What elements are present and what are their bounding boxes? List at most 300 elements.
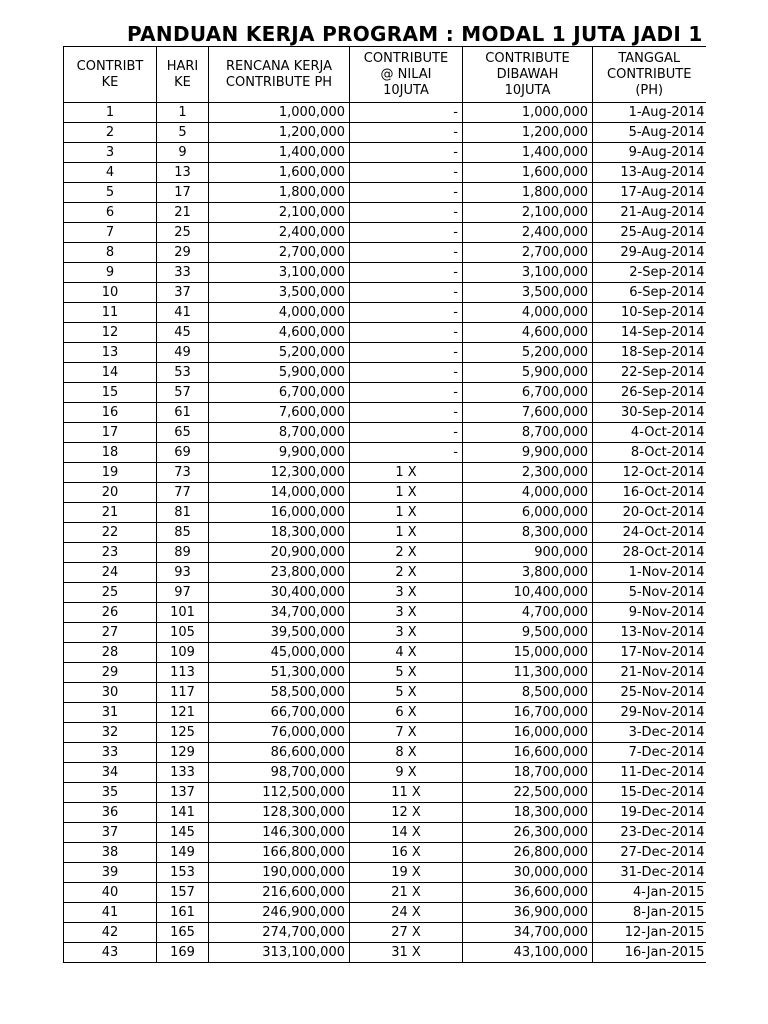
header-line: (PH) [635, 82, 664, 98]
cell-rencana-kerja: 14,000,000 [209, 483, 350, 503]
cell-contribute-dibawah: 16,600,000 [463, 743, 593, 763]
cell-rencana-kerja: 190,000,000 [209, 863, 350, 883]
page-title: PANDUAN KERJA PROGRAM : MODAL 1 JUTA JADI 1 [127, 22, 703, 46]
cell-rencana-kerja: 8,700,000 [209, 423, 350, 443]
cell-rencana-kerja: 39,500,000 [209, 623, 350, 643]
cell-contribute-dibawah: 9,900,000 [463, 443, 593, 463]
cell-tanggal: 5-Aug-2014 [593, 123, 706, 143]
cell-hari-ke: 149 [157, 843, 209, 863]
cell-contribute-ke: 29 [64, 663, 157, 683]
header-line: @ NILAI [380, 66, 432, 82]
cell-contribute-ke: 9 [64, 263, 157, 283]
cell-tanggal: 13-Nov-2014 [593, 623, 706, 643]
cell-hari-ke: 89 [157, 543, 209, 563]
cell-rencana-kerja: 1,400,000 [209, 143, 350, 163]
header-line: DIBAWAH [496, 66, 559, 82]
cell-contribute-ke: 5 [64, 183, 157, 203]
header-contribute-dibawah [463, 47, 593, 103]
cell-hari-ke: 145 [157, 823, 209, 843]
cell-contribute-dibawah: 3,800,000 [463, 563, 593, 583]
cell-contribute-ke: 38 [64, 843, 157, 863]
cell-rencana-kerja: 98,700,000 [209, 763, 350, 783]
cell-tanggal: 30-Sep-2014 [593, 403, 706, 423]
cell-contribute-ke: 3 [64, 143, 157, 163]
cell-hari-ke: 1 [157, 103, 209, 123]
cell-tanggal: 17-Aug-2014 [593, 183, 706, 203]
table-row [64, 463, 706, 483]
cell-contribute-ke: 37 [64, 823, 157, 843]
cell-contribute-dibawah: 6,700,000 [463, 383, 593, 403]
cell-hari-ke: 45 [157, 323, 209, 343]
contribution-schedule-table [63, 46, 706, 963]
table-row [64, 883, 706, 903]
header-line: KE [101, 74, 119, 90]
cell-rencana-kerja: 20,900,000 [209, 543, 350, 563]
cell-hari-ke: 169 [157, 943, 209, 963]
cell-contribute-ke: 6 [64, 203, 157, 223]
cell-contribute-ke: 42 [64, 923, 157, 943]
cell-contribute-nilai: 24 X [350, 903, 463, 923]
table-row [64, 363, 706, 383]
table-row [64, 543, 706, 563]
table-row [64, 343, 706, 363]
cell-contribute-ke: 13 [64, 343, 157, 363]
cell-hari-ke: 113 [157, 663, 209, 683]
cell-contribute-dibawah: 8,700,000 [463, 423, 593, 443]
cell-contribute-nilai: 3 X [350, 583, 463, 603]
cell-contribute-nilai: - [350, 303, 463, 323]
table-row [64, 663, 706, 683]
cell-tanggal: 7-Dec-2014 [593, 743, 706, 763]
cell-contribute-nilai: 1 X [350, 523, 463, 543]
cell-contribute-dibawah: 3,500,000 [463, 283, 593, 303]
table-row [64, 143, 706, 163]
cell-tanggal: 27-Dec-2014 [593, 843, 706, 863]
cell-tanggal: 25-Nov-2014 [593, 683, 706, 703]
cell-hari-ke: 41 [157, 303, 209, 323]
cell-hari-ke: 117 [157, 683, 209, 703]
table-row [64, 123, 706, 143]
cell-contribute-ke: 30 [64, 683, 157, 703]
cell-contribute-nilai: - [350, 323, 463, 343]
cell-contribute-ke: 17 [64, 423, 157, 443]
cell-contribute-dibawah: 3,100,000 [463, 263, 593, 283]
cell-contribute-dibawah: 18,700,000 [463, 763, 593, 783]
header-line: CONTRIBUTE [607, 66, 692, 82]
cell-contribute-nilai: 8 X [350, 743, 463, 763]
cell-contribute-dibawah: 5,900,000 [463, 363, 593, 383]
cell-hari-ke: 57 [157, 383, 209, 403]
cell-contribute-nilai: 16 X [350, 843, 463, 863]
table-body [64, 103, 706, 963]
cell-contribute-ke: 26 [64, 603, 157, 623]
table-header-row [64, 47, 706, 103]
cell-rencana-kerja: 23,800,000 [209, 563, 350, 583]
cell-contribute-dibawah: 2,400,000 [463, 223, 593, 243]
cell-tanggal: 29-Nov-2014 [593, 703, 706, 723]
cell-rencana-kerja: 18,300,000 [209, 523, 350, 543]
cell-hari-ke: 137 [157, 783, 209, 803]
cell-rencana-kerja: 6,700,000 [209, 383, 350, 403]
cell-contribute-dibawah: 8,300,000 [463, 523, 593, 543]
cell-contribute-dibawah: 4,000,000 [463, 303, 593, 323]
cell-contribute-dibawah: 16,000,000 [463, 723, 593, 743]
table-row [64, 903, 706, 923]
cell-tanggal: 6-Sep-2014 [593, 283, 706, 303]
cell-contribute-dibawah: 1,200,000 [463, 123, 593, 143]
cell-contribute-ke: 10 [64, 283, 157, 303]
cell-rencana-kerja: 16,000,000 [209, 503, 350, 523]
cell-tanggal: 16-Jan-2015 [593, 943, 706, 963]
table-row [64, 203, 706, 223]
cell-contribute-nilai: 3 X [350, 603, 463, 623]
table-row [64, 763, 706, 783]
table-row [64, 643, 706, 663]
header-line: TANGGAL [618, 50, 681, 66]
cell-tanggal: 9-Nov-2014 [593, 603, 706, 623]
cell-contribute-nilai: - [350, 163, 463, 183]
cell-contribute-dibawah: 4,600,000 [463, 323, 593, 343]
cell-contribute-nilai: 1 X [350, 483, 463, 503]
cell-contribute-nilai: 2 X [350, 543, 463, 563]
table-row [64, 503, 706, 523]
cell-tanggal: 5-Nov-2014 [593, 583, 706, 603]
cell-contribute-dibawah: 22,500,000 [463, 783, 593, 803]
cell-contribute-nilai: - [350, 143, 463, 163]
cell-hari-ke: 29 [157, 243, 209, 263]
cell-hari-ke: 13 [157, 163, 209, 183]
cell-tanggal: 1-Nov-2014 [593, 563, 706, 583]
cell-tanggal: 20-Oct-2014 [593, 503, 706, 523]
header-contribute-nilai [350, 47, 463, 103]
cell-contribute-dibawah: 1,000,000 [463, 103, 593, 123]
cell-rencana-kerja: 45,000,000 [209, 643, 350, 663]
cell-contribute-dibawah: 43,100,000 [463, 943, 593, 963]
header-line: HARI [166, 58, 199, 74]
cell-rencana-kerja: 9,900,000 [209, 443, 350, 463]
cell-contribute-nilai: 21 X [350, 883, 463, 903]
cell-contribute-ke: 1 [64, 103, 157, 123]
cell-contribute-ke: 43 [64, 943, 157, 963]
cell-rencana-kerja: 216,600,000 [209, 883, 350, 903]
cell-hari-ke: 165 [157, 923, 209, 943]
cell-contribute-nilai: 3 X [350, 623, 463, 643]
cell-contribute-ke: 25 [64, 583, 157, 603]
cell-contribute-ke: 39 [64, 863, 157, 883]
cell-contribute-nilai: 1 X [350, 503, 463, 523]
cell-hari-ke: 69 [157, 443, 209, 463]
cell-contribute-dibawah: 36,600,000 [463, 883, 593, 903]
cell-tanggal: 16-Oct-2014 [593, 483, 706, 503]
cell-tanggal: 21-Aug-2014 [593, 203, 706, 223]
table-row [64, 563, 706, 583]
cell-tanggal: 2-Sep-2014 [593, 263, 706, 283]
table-row [64, 403, 706, 423]
header-contribute-ke [64, 47, 157, 103]
header-line: 10JUTA [504, 82, 551, 98]
header-line: KE [174, 74, 191, 90]
table-row [64, 743, 706, 763]
cell-contribute-dibawah: 34,700,000 [463, 923, 593, 943]
cell-rencana-kerja: 128,300,000 [209, 803, 350, 823]
cell-contribute-nilai: - [350, 203, 463, 223]
table-row [64, 323, 706, 343]
cell-rencana-kerja: 2,400,000 [209, 223, 350, 243]
cell-rencana-kerja: 3,100,000 [209, 263, 350, 283]
cell-hari-ke: 37 [157, 283, 209, 303]
cell-tanggal: 4-Oct-2014 [593, 423, 706, 443]
table-row [64, 243, 706, 263]
cell-contribute-dibawah: 15,000,000 [463, 643, 593, 663]
cell-contribute-dibawah: 30,000,000 [463, 863, 593, 883]
header-hari-ke [157, 47, 209, 103]
table-row [64, 283, 706, 303]
table-row [64, 583, 706, 603]
cell-hari-ke: 5 [157, 123, 209, 143]
cell-contribute-dibawah: 26,300,000 [463, 823, 593, 843]
header-line: CONTRIBUTE [363, 50, 449, 66]
cell-hari-ke: 141 [157, 803, 209, 823]
cell-rencana-kerja: 246,900,000 [209, 903, 350, 923]
cell-rencana-kerja: 313,100,000 [209, 943, 350, 963]
cell-tanggal: 14-Sep-2014 [593, 323, 706, 343]
cell-hari-ke: 157 [157, 883, 209, 903]
table-row [64, 863, 706, 883]
table-row [64, 303, 706, 323]
cell-contribute-ke: 18 [64, 443, 157, 463]
cell-hari-ke: 109 [157, 643, 209, 663]
cell-contribute-nilai: 5 X [350, 683, 463, 703]
cell-contribute-nilai: - [350, 343, 463, 363]
cell-hari-ke: 121 [157, 703, 209, 723]
cell-contribute-dibawah: 8,500,000 [463, 683, 593, 703]
table-row [64, 383, 706, 403]
cell-contribute-ke: 12 [64, 323, 157, 343]
cell-contribute-ke: 20 [64, 483, 157, 503]
cell-contribute-ke: 14 [64, 363, 157, 383]
cell-tanggal: 9-Aug-2014 [593, 143, 706, 163]
cell-tanggal: 21-Nov-2014 [593, 663, 706, 683]
table-row [64, 223, 706, 243]
cell-rencana-kerja: 112,500,000 [209, 783, 350, 803]
cell-contribute-nilai: - [350, 103, 463, 123]
table-row [64, 943, 706, 963]
table-row [64, 783, 706, 803]
cell-tanggal: 3-Dec-2014 [593, 723, 706, 743]
cell-contribute-dibawah: 16,700,000 [463, 703, 593, 723]
cell-contribute-ke: 36 [64, 803, 157, 823]
table-row [64, 523, 706, 543]
cell-rencana-kerja: 51,300,000 [209, 663, 350, 683]
cell-tanggal: 4-Jan-2015 [593, 883, 706, 903]
cell-contribute-ke: 21 [64, 503, 157, 523]
table-row [64, 163, 706, 183]
cell-tanggal: 11-Dec-2014 [593, 763, 706, 783]
table-row [64, 683, 706, 703]
cell-hari-ke: 17 [157, 183, 209, 203]
cell-contribute-nilai: 4 X [350, 643, 463, 663]
cell-rencana-kerja: 76,000,000 [209, 723, 350, 743]
cell-contribute-dibawah: 26,800,000 [463, 843, 593, 863]
table-row [64, 443, 706, 463]
cell-contribute-ke: 11 [64, 303, 157, 323]
cell-contribute-nilai: 11 X [350, 783, 463, 803]
cell-rencana-kerja: 274,700,000 [209, 923, 350, 943]
table-row [64, 823, 706, 843]
cell-tanggal: 24-Oct-2014 [593, 523, 706, 543]
cell-rencana-kerja: 7,600,000 [209, 403, 350, 423]
cell-contribute-dibawah: 7,600,000 [463, 403, 593, 423]
cell-contribute-dibawah: 4,700,000 [463, 603, 593, 623]
cell-contribute-nilai: - [350, 403, 463, 423]
cell-tanggal: 12-Jan-2015 [593, 923, 706, 943]
cell-rencana-kerja: 4,000,000 [209, 303, 350, 323]
cell-contribute-ke: 33 [64, 743, 157, 763]
cell-contribute-dibawah: 1,400,000 [463, 143, 593, 163]
cell-contribute-dibawah: 2,100,000 [463, 203, 593, 223]
cell-contribute-dibawah: 5,200,000 [463, 343, 593, 363]
cell-contribute-ke: 34 [64, 763, 157, 783]
cell-hari-ke: 21 [157, 203, 209, 223]
cell-hari-ke: 33 [157, 263, 209, 283]
cell-contribute-dibawah: 4,000,000 [463, 483, 593, 503]
cell-contribute-dibawah: 900,000 [463, 543, 593, 563]
cell-contribute-ke: 8 [64, 243, 157, 263]
header-line: CONTRIBUTE [485, 50, 570, 66]
cell-hari-ke: 129 [157, 743, 209, 763]
cell-rencana-kerja: 1,000,000 [209, 103, 350, 123]
cell-contribute-ke: 40 [64, 883, 157, 903]
cell-rencana-kerja: 30,400,000 [209, 583, 350, 603]
cell-rencana-kerja: 12,300,000 [209, 463, 350, 483]
table-row [64, 703, 706, 723]
cell-contribute-dibawah: 36,900,000 [463, 903, 593, 923]
cell-hari-ke: 25 [157, 223, 209, 243]
cell-rencana-kerja: 34,700,000 [209, 603, 350, 623]
cell-tanggal: 29-Aug-2014 [593, 243, 706, 263]
cell-hari-ke: 53 [157, 363, 209, 383]
cell-hari-ke: 81 [157, 503, 209, 523]
table-row [64, 723, 706, 743]
cell-contribute-ke: 35 [64, 783, 157, 803]
cell-tanggal: 22-Sep-2014 [593, 363, 706, 383]
cell-contribute-nilai: - [350, 263, 463, 283]
cell-rencana-kerja: 86,600,000 [209, 743, 350, 763]
cell-tanggal: 17-Nov-2014 [593, 643, 706, 663]
cell-hari-ke: 73 [157, 463, 209, 483]
header-line: 10JUTA [383, 82, 429, 98]
cell-contribute-dibawah: 10,400,000 [463, 583, 593, 603]
cell-contribute-ke: 23 [64, 543, 157, 563]
cell-rencana-kerja: 4,600,000 [209, 323, 350, 343]
table-row [64, 623, 706, 643]
cell-contribute-nilai: 31 X [350, 943, 463, 963]
table-row [64, 423, 706, 443]
header-line: CONTRIBUTE PH [225, 74, 333, 90]
cell-tanggal: 10-Sep-2014 [593, 303, 706, 323]
cell-contribute-nilai: 1 X [350, 463, 463, 483]
cell-hari-ke: 101 [157, 603, 209, 623]
cell-rencana-kerja: 5,900,000 [209, 363, 350, 383]
header-rencana-kerja [209, 47, 350, 103]
cell-rencana-kerja: 3,500,000 [209, 283, 350, 303]
cell-hari-ke: 93 [157, 563, 209, 583]
cell-hari-ke: 105 [157, 623, 209, 643]
cell-hari-ke: 161 [157, 903, 209, 923]
cell-tanggal: 1-Aug-2014 [593, 103, 706, 123]
cell-contribute-dibawah: 2,300,000 [463, 463, 593, 483]
cell-hari-ke: 77 [157, 483, 209, 503]
cell-contribute-nilai: - [350, 183, 463, 203]
cell-rencana-kerja: 66,700,000 [209, 703, 350, 723]
cell-contribute-ke: 24 [64, 563, 157, 583]
cell-rencana-kerja: 1,200,000 [209, 123, 350, 143]
cell-hari-ke: 97 [157, 583, 209, 603]
table-row [64, 843, 706, 863]
cell-contribute-nilai: 2 X [350, 563, 463, 583]
table-row [64, 103, 706, 123]
cell-contribute-dibawah: 18,300,000 [463, 803, 593, 823]
cell-contribute-nilai: - [350, 123, 463, 143]
cell-contribute-dibawah: 9,500,000 [463, 623, 593, 643]
cell-tanggal: 8-Oct-2014 [593, 443, 706, 463]
cell-contribute-ke: 2 [64, 123, 157, 143]
table-row [64, 183, 706, 203]
cell-contribute-nilai: - [350, 243, 463, 263]
cell-contribute-ke: 27 [64, 623, 157, 643]
cell-hari-ke: 133 [157, 763, 209, 783]
cell-tanggal: 31-Dec-2014 [593, 863, 706, 883]
table-row [64, 923, 706, 943]
cell-contribute-ke: 28 [64, 643, 157, 663]
cell-tanggal: 26-Sep-2014 [593, 383, 706, 403]
table-row [64, 483, 706, 503]
cell-contribute-dibawah: 1,600,000 [463, 163, 593, 183]
cell-contribute-nilai: 6 X [350, 703, 463, 723]
cell-contribute-ke: 32 [64, 723, 157, 743]
cell-contribute-nilai: 5 X [350, 663, 463, 683]
cell-contribute-ke: 15 [64, 383, 157, 403]
header-line: RENCANA KERJA [226, 58, 332, 74]
cell-rencana-kerja: 5,200,000 [209, 343, 350, 363]
cell-contribute-ke: 31 [64, 703, 157, 723]
cell-contribute-nilai: - [350, 383, 463, 403]
cell-contribute-ke: 7 [64, 223, 157, 243]
cell-tanggal: 19-Dec-2014 [593, 803, 706, 823]
cell-contribute-ke: 19 [64, 463, 157, 483]
cell-tanggal: 12-Oct-2014 [593, 463, 706, 483]
cell-contribute-dibawah: 2,700,000 [463, 243, 593, 263]
cell-rencana-kerja: 146,300,000 [209, 823, 350, 843]
cell-hari-ke: 85 [157, 523, 209, 543]
cell-contribute-dibawah: 6,000,000 [463, 503, 593, 523]
cell-rencana-kerja: 1,800,000 [209, 183, 350, 203]
cell-tanggal: 18-Sep-2014 [593, 343, 706, 363]
cell-rencana-kerja: 166,800,000 [209, 843, 350, 863]
cell-contribute-nilai: - [350, 363, 463, 383]
cell-contribute-ke: 16 [64, 403, 157, 423]
cell-hari-ke: 61 [157, 403, 209, 423]
cell-hari-ke: 65 [157, 423, 209, 443]
cell-hari-ke: 49 [157, 343, 209, 363]
cell-contribute-ke: 4 [64, 163, 157, 183]
cell-tanggal: 25-Aug-2014 [593, 223, 706, 243]
cell-tanggal: 13-Aug-2014 [593, 163, 706, 183]
cell-rencana-kerja: 1,600,000 [209, 163, 350, 183]
cell-contribute-nilai: 7 X [350, 723, 463, 743]
table-row [64, 603, 706, 623]
cell-contribute-nilai: 19 X [350, 863, 463, 883]
